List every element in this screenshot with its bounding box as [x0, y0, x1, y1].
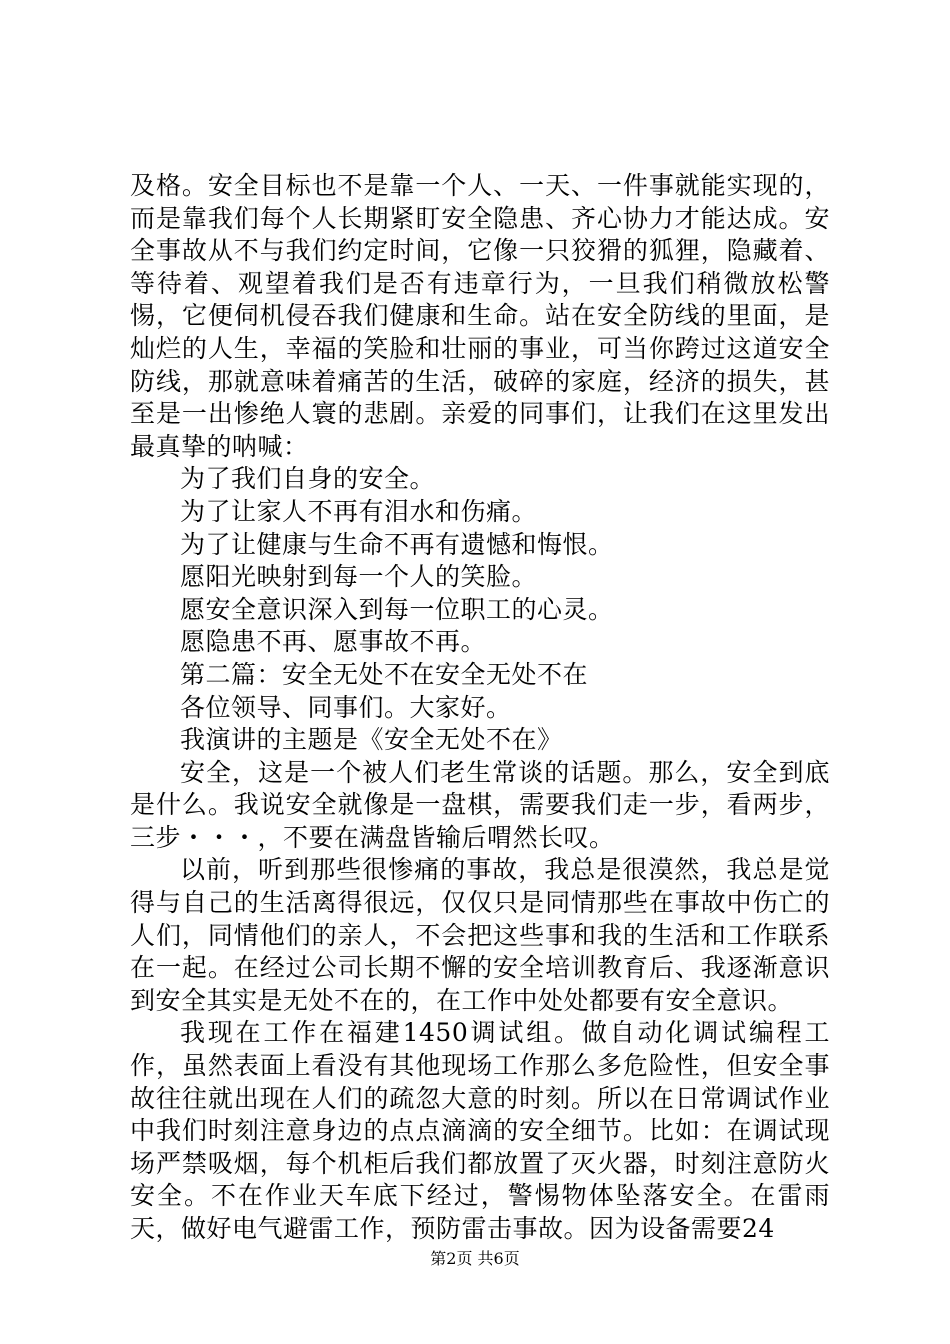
paragraph-6: 愿安全意识深入到每一位职工的心灵。 — [180, 594, 614, 624]
paragraph-2: 为了我们自身的安全。 — [180, 464, 436, 494]
paragraph-12: 以前，听到那些很惨痛的事故，我总是很漠然，我总是觉得与自己的生活离得很远，仅仅只是同情那些在事故中伤亡的人们，同情他们的亲人，不会把这些事和我的生活和工作联系在一起。在经过公司长期不懈的安全培训教育后、我逐渐意识到安全其实是无处不在的，在工作中处处都要有安全意识。 — [130, 855, 830, 1015]
paragraph-3: 为了让家人不再有泪水和伤痛。 — [180, 496, 538, 526]
paragraph-11: 安全，这是一个被人们老生常谈的话题。那么，安全到底是什么。我说安全就像是一盘棋，需要我们走一步，看两步，三步・・・，不要在满盘皆输后喟然长叹。 — [130, 757, 830, 852]
paragraph-4: 为了让健康与生命不再有遗憾和悔恨。 — [180, 529, 614, 559]
greeting: 各位领导、同事们。大家好。 — [180, 692, 512, 722]
page-number-footer: 第2页 共6页 — [430, 1249, 520, 1268]
paragraph-7: 愿隐患不再、愿事故不再。 — [180, 627, 487, 657]
document-body — [130, 170, 830, 1246]
paragraph-13: 我现在工作在福建1450调试组。做自动化调试编程工作，虽然表面上看没有其他现场工作那么多危险性，但安全事故往往就出现在人们的疏忽大意的时刻。所以在日常调试作业中我们时刻注意身边的点点滴滴的安全细节。比如：在调试现场严禁吸烟，每个机柜后我们都放置了灭火器，时刻注意防火安全。不在作业天车底下经过，警惕物体坠落安全。在雷雨天，做好电气避雷工作，预防雷击事故。因为设备需要24 — [130, 1018, 830, 1243]
section-heading: 第二篇：安全无处不在安全无处不在 — [180, 659, 589, 689]
paragraph-1: 及格。安全目标也不是靠一个人、一天、一件事就能实现的，而是靠我们每个人长期紧盯安全隐患、齐心协力才能达成。安全事故从不与我们约定时间，它像一只狡猾的狐狸，隐藏着、等待着、观望着我们是否有违章行为，一旦我们稍微放松警惕，它便伺机侵吞我们健康和生命。站在安全防线的里面，是灿烂的人生，幸福的笑脸和壮丽的事业，可当你跨过这道安全防线，那就意味着痛苦的生活，破碎的家庭，经济的损失，甚至是一出惨绝人寰的悲剧。亲爱的同事们，让我们在这里发出最真挚的呐喊： — [130, 171, 830, 461]
paragraph-5: 愿阳光映射到每一个人的笑脸。 — [180, 562, 538, 592]
speech-theme: 我演讲的主题是《安全无处不在》 — [180, 725, 563, 755]
